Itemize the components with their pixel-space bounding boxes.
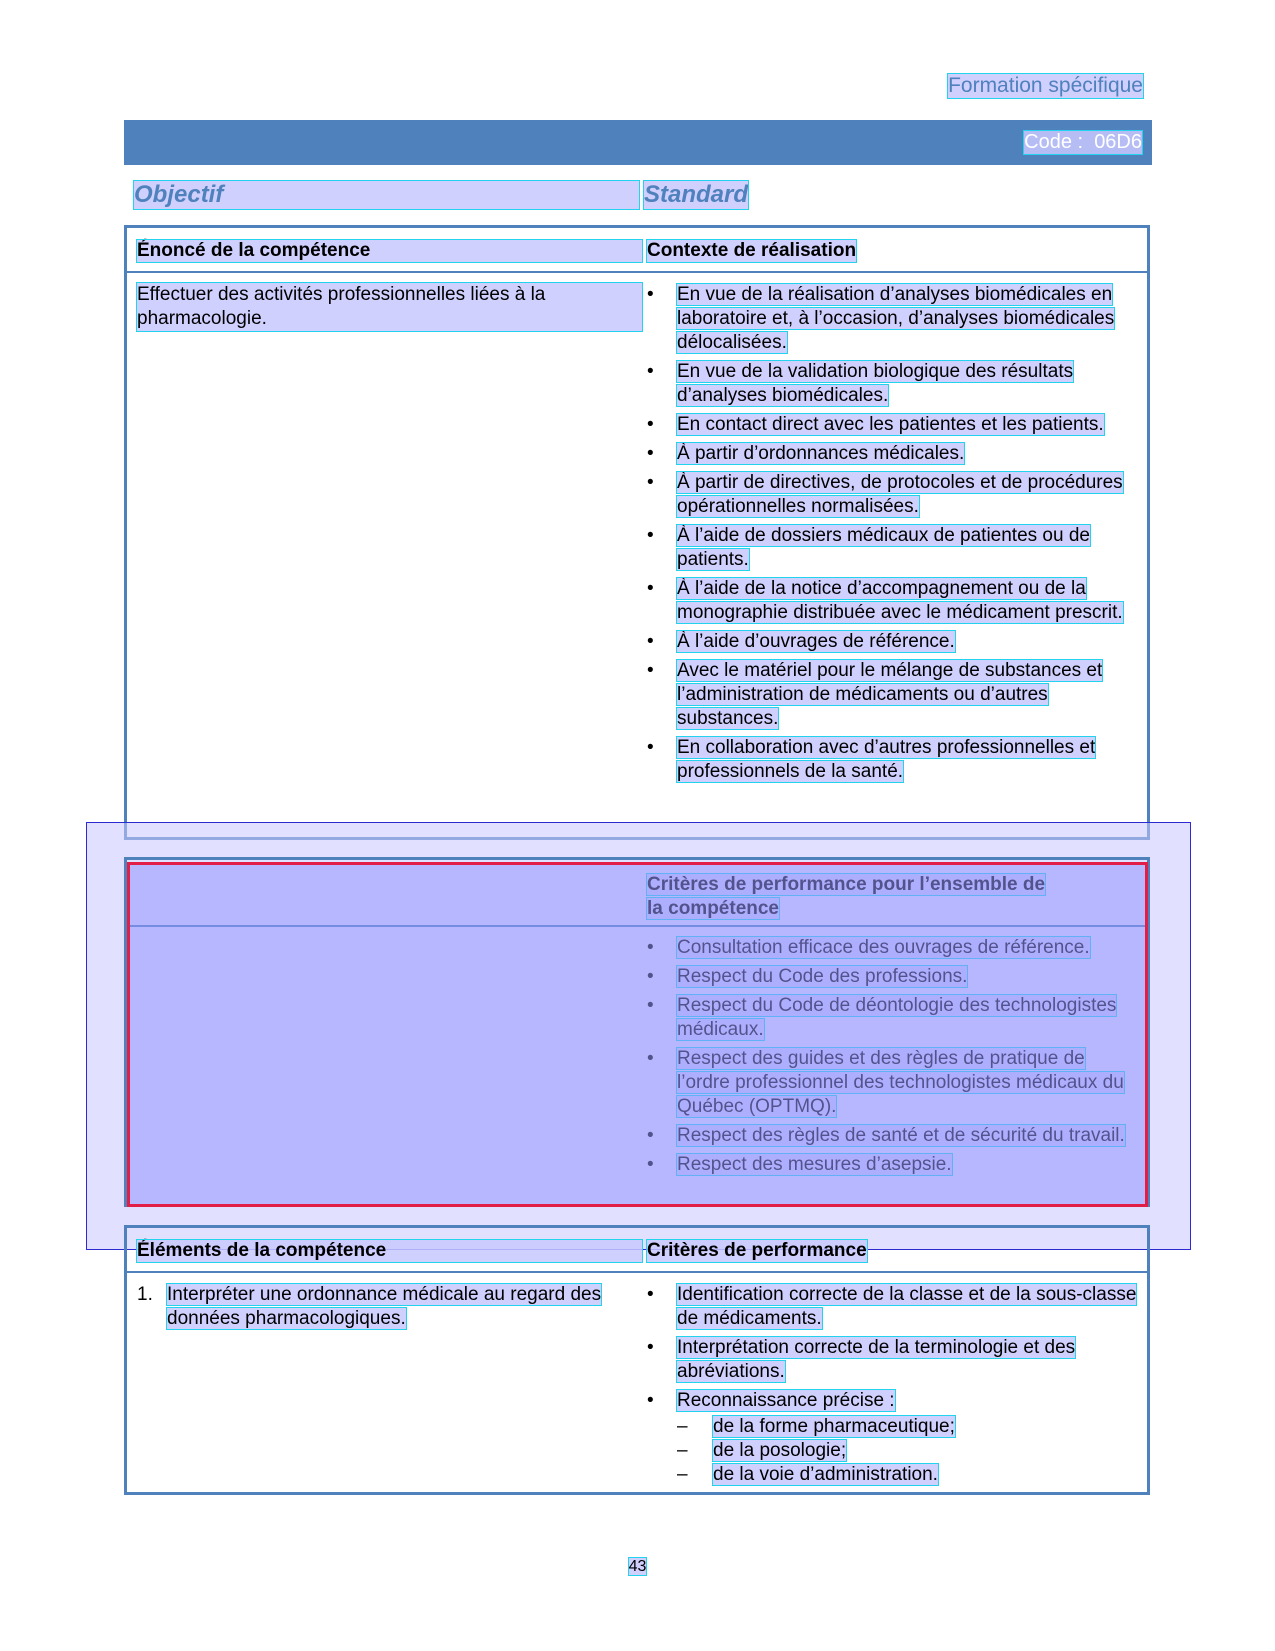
list-item: • À partir d’ordonnances médicales. xyxy=(647,443,965,464)
list-item: • Interprétation correcte de la terminologie et des abréviations. xyxy=(647,1337,1076,1382)
list-item: • En collaboration avec d’autres professionnelles et professionnels de la santé. xyxy=(647,737,1096,782)
code-label: Code : 06D6 xyxy=(1024,131,1142,153)
list-item: – de la voie d’administration. xyxy=(677,1464,938,1485)
section-title: Formation spécifique xyxy=(948,74,1143,97)
page-number-wrap xyxy=(0,1558,1275,1576)
list-item: • À l’aide de la notice d’accompagnement ou de la monographie distribuée avec le médicament prescrit. xyxy=(647,578,1123,623)
list-item: • En vue de la réalisation d’analyses biomédicales en laboratoire et, à l’occasion, d’analyses biomédicales délocalisées. xyxy=(647,284,1115,353)
list-item: • À partir de directives, de protocoles et de procédures opérationnelles normalisées. xyxy=(647,472,1123,517)
elements-panel xyxy=(124,1225,1150,1495)
competence-panel xyxy=(124,225,1150,840)
criteria-title: Critères de performance xyxy=(647,1240,867,1261)
list-item: • Reconnaissance précise : xyxy=(647,1390,895,1411)
page-number: 43 xyxy=(628,1558,647,1575)
statement-title: Énoncé de la compétence xyxy=(137,240,642,262)
selection-highlight xyxy=(127,862,1148,1207)
panel-header-row xyxy=(127,228,1147,273)
list-item: • À l’aide de dossiers médicaux de patientes ou de patients. xyxy=(647,525,1090,570)
sub-criteria-list xyxy=(647,1415,1137,1487)
criteria-block xyxy=(647,1283,1137,1487)
list-item: • En vue de la validation biologique des résultats d’analyses biomédicales. xyxy=(647,361,1074,406)
element-item xyxy=(137,1283,617,1331)
list-item: – de la posologie; xyxy=(677,1440,847,1461)
element-text: Interpréter une ordonnance médicale au regard des données pharmacologiques. xyxy=(167,1284,602,1329)
element-number: 1. xyxy=(137,1284,153,1305)
list-item: – de la forme pharmaceutique; xyxy=(677,1416,955,1437)
panel-header-row xyxy=(127,1228,1147,1273)
standard-heading: Standard xyxy=(644,181,749,208)
list-item: • Identification correcte de la classe et de la sous-classe de médicaments. xyxy=(647,1284,1137,1329)
list-item: • En contact direct avec les patientes et les patients. xyxy=(647,414,1104,435)
context-list xyxy=(647,283,1137,789)
criteria-list xyxy=(647,1283,1137,1413)
list-item: • À l’aide d’ouvrages de référence. xyxy=(647,631,955,652)
elements-title: Éléments de la compétence xyxy=(137,1240,642,1262)
objective-heading: Objectif xyxy=(134,181,639,209)
code-bar xyxy=(124,120,1152,165)
competence-statement: Effectuer des activités professionnelles liées à la pharmacologie. xyxy=(137,283,642,331)
context-title: Contexte de réalisation xyxy=(647,240,857,261)
list-item: • Avec le matériel pour le mélange de substances et l’administration de médicaments ou d’autres substances. xyxy=(647,660,1103,729)
code-value: 06D6 xyxy=(1094,131,1142,153)
